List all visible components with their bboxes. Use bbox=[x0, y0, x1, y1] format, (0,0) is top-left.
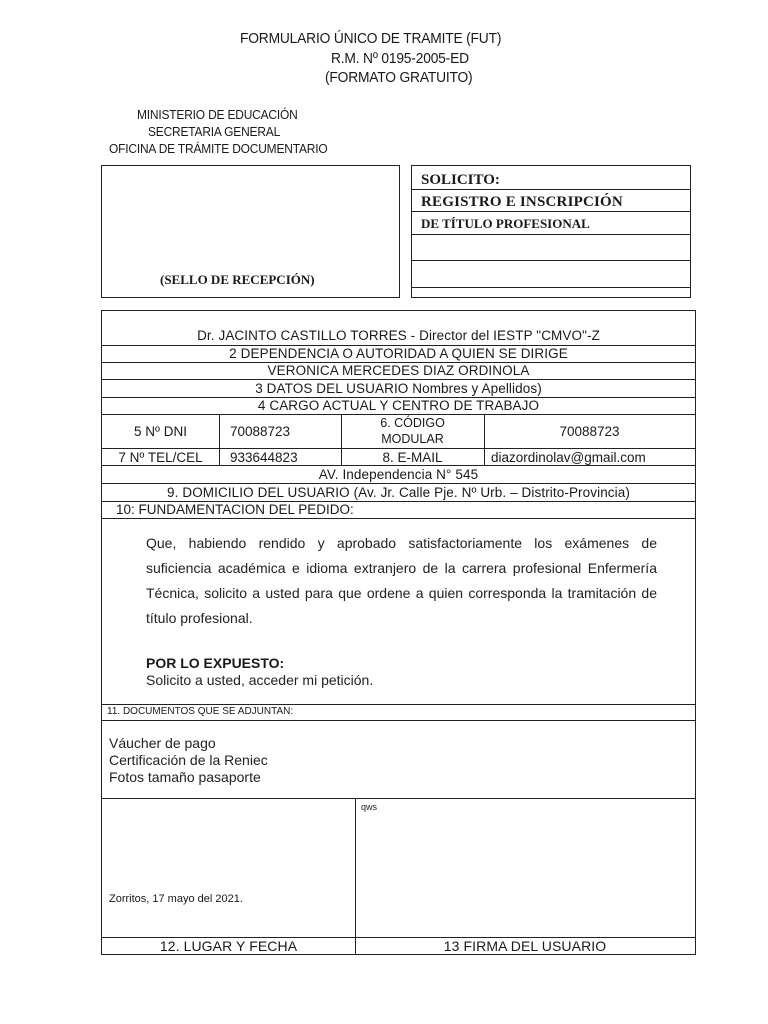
place-date-label: 12. LUGAR Y FECHA bbox=[159, 938, 298, 954]
request-box bbox=[411, 165, 691, 298]
expuesto-title: POR LO EXPUESTO: bbox=[146, 655, 285, 671]
request-line-2: DE TÍTULO PROFESIONAL bbox=[421, 216, 590, 231]
doc-item: Certificación de la Reniec bbox=[109, 752, 268, 768]
basis-label: 10: FUNDAMENTACION DEL PEDIDO: bbox=[116, 502, 354, 517]
stamp-box bbox=[101, 165, 400, 298]
request-label: SOLICITO: bbox=[421, 172, 500, 188]
ministry-name: MINISTERIO DE EDUCACIÓN bbox=[137, 107, 298, 122]
dni-label: 5 Nº DNI bbox=[134, 424, 187, 439]
stamp-label: (SELLO DE RECEPCIÓN) bbox=[160, 272, 315, 287]
main-form bbox=[101, 310, 696, 955]
docs-label: 11. DOCUMENTOS QUE SE ADJUNTAN: bbox=[107, 706, 294, 717]
phone-value: 933644823 bbox=[230, 450, 298, 465]
basis-text: Que, habiendo rendido y aprobado satisfactoriamente los exámenes de suficiencia académica e idioma extranjero de la carrera profesional Enfermería Técnica, solicito a usted para que ordene a quien corresponda la tramitación de título profesional. bbox=[146, 535, 657, 626]
authority-value: Dr. JACINTO CASTILLO TORRES - Director del IESTP "CMVO"-Z bbox=[197, 328, 600, 343]
expuesto-text: Solicito a usted, acceder mi petición. bbox=[146, 672, 374, 688]
doc-item: Váucher de pago bbox=[109, 735, 216, 751]
form-resolution: R.M. Nº 0195-2005-ED bbox=[331, 50, 469, 67]
authority-label: 2 DEPENDENCIA O AUTORIDAD A QUIEN SE DIRIGE bbox=[229, 346, 568, 361]
place-date-value: Zorritos, 17 mayo del 2021. bbox=[109, 893, 243, 905]
address-label: 9. DOMICILIO DEL USUARIO (Av. Jr. Calle Pje. Nº Urb. – Distrito-Provincia) bbox=[167, 485, 630, 500]
email-label: 8. E-MAIL bbox=[382, 450, 443, 465]
office-name: OFICINA DE TRÁMITE DOCUMENTARIO bbox=[109, 141, 328, 156]
docs-list bbox=[109, 735, 268, 786]
form-format-note: (FORMATO GRATUITO) bbox=[325, 69, 473, 86]
modular-label-1: 6. CÓDIGO bbox=[380, 416, 445, 430]
phone-label: 7 Nº TEL/CEL bbox=[118, 450, 203, 465]
address-value: AV. Independencia N° 545 bbox=[318, 467, 479, 482]
user-name-value: VERONICA MERCEDES DIAZ ORDINOLA bbox=[267, 363, 530, 378]
doc-item: Fotos tamaño pasaporte bbox=[109, 769, 261, 785]
modular-value: 70088723 bbox=[559, 424, 620, 439]
signature-value: qws bbox=[361, 802, 378, 812]
user-label: 3 DATOS DEL USUARIO Nombres y Apellidos) bbox=[255, 381, 542, 396]
dni-value: 70088723 bbox=[230, 424, 291, 439]
request-line-1: REGISTRO E INSCRIPCIÓN bbox=[421, 194, 623, 210]
secretaria-name: SECRETARIA GENERAL bbox=[148, 124, 281, 139]
signature-label: 13 FIRMA DEL USUARIO bbox=[443, 938, 607, 954]
form-title: FORMULARIO ÚNICO DE TRAMITE (FUT) bbox=[240, 30, 502, 47]
modular-label-2: MODULAR bbox=[381, 432, 444, 446]
email-value: diazordinolav@gmail.com bbox=[491, 450, 646, 465]
job-label: 4 CARGO ACTUAL Y CENTRO DE TRABAJO bbox=[257, 398, 540, 413]
